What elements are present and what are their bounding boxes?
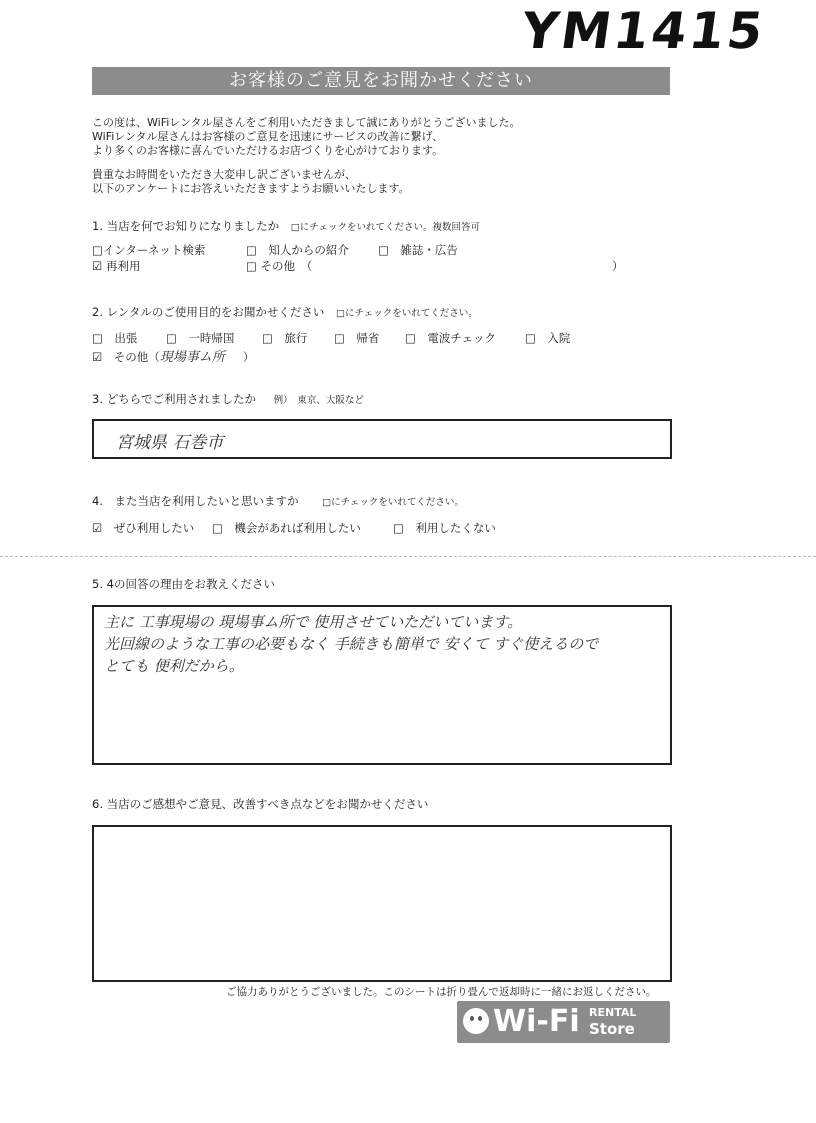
logo-store-text: Store	[589, 1020, 635, 1038]
q4-note: □にチェックをいれてください。	[322, 497, 464, 508]
q2-title	[92, 304, 478, 320]
q2-option-other[interactable]	[92, 346, 254, 365]
q4-option-definitely[interactable]: ☑ ぜひ利用したい	[92, 521, 195, 535]
q3-answer-handwritten: 宮城県 石巻市	[116, 433, 224, 453]
thanks-note: ご協力ありがとうございました。このシートは折り畳んで返却時に一緒にお返しください。	[226, 986, 657, 998]
logo-wordmark: Wi-Fi	[493, 1004, 580, 1039]
q4-option-if-chance[interactable]: □ 機会があれば利用したい	[212, 521, 361, 535]
q4-title	[92, 493, 464, 509]
document-id-stamp: YM1415	[517, 2, 770, 60]
logo-rental-text: RENTAL	[589, 1006, 637, 1019]
q2-option-travel[interactable]: □ 旅行	[262, 331, 308, 345]
q1-option-referral[interactable]: □ 知人からの紹介	[246, 243, 349, 257]
q2-option-hospital[interactable]: □ 入院	[525, 331, 571, 345]
q2-note: □にチェックをいれてください。	[336, 308, 478, 319]
q5-answer-box[interactable]	[92, 605, 672, 765]
q2-other-close-paren: ）	[242, 350, 255, 364]
survey-title-banner: お客様のご意見をお聞かせください	[92, 67, 670, 95]
q3-answer-box[interactable]	[92, 419, 672, 459]
intro-paragraph-1: この度は、WiFiレンタル屋さんをご利用いただきまして誠にありがとうございました。 WiFiレンタル屋さんはお客様のご意見を迅速にサービスの改善に繋げ、 より多くのお客様に喜んでいただけるお店づくりを心がけております。	[92, 116, 521, 157]
q1-question: 1. 当店を何でお知りになりましたか	[92, 219, 280, 233]
q3-example: 例） 東京、大阪など	[273, 395, 364, 406]
q5-answer-line: とても 便利だから。	[104, 657, 244, 675]
q1-option-internet[interactable]: □インターネット検索	[92, 243, 206, 257]
q2-option-homecoming[interactable]: □ 帰省	[334, 331, 380, 345]
q1-other-close-paren: ）	[612, 259, 624, 273]
fold-line	[0, 556, 816, 557]
q3-question: 3. どちらでご利用されましたか	[92, 392, 257, 406]
q4-option-no[interactable]: □ 利用したくない	[393, 521, 496, 535]
q1-option-magazine[interactable]: □ 雑誌・広告	[378, 243, 458, 257]
intro-paragraph-2: 貴重なお時間をいただき大変申し訳ございませんが、 以下のアンケートにお答えいただきますようお願いいたします。	[92, 168, 410, 195]
q2-option-temporary-return[interactable]: □ 一時帰国	[166, 331, 235, 345]
q4-question: 4. また当店を利用したいと思いますか	[92, 494, 299, 508]
q5-answer-line: 光回線のような工事の必要もなく 手続きも簡単で 安くて すぐ使えるので	[104, 635, 599, 653]
q5-answer-handwritten	[104, 611, 664, 677]
q2-other-label: ☑ その他（	[92, 350, 160, 364]
q2-other-handwritten: 現場事ム所	[159, 350, 225, 365]
q1-note: □にチェックをいれてください。複数回答可	[290, 222, 480, 233]
q3-title	[92, 391, 364, 407]
q2-option-business-trip[interactable]: □ 出張	[92, 331, 138, 345]
q6-answer-box[interactable]	[92, 825, 672, 982]
q1-option-reuse[interactable]: ☑ 再利用	[92, 259, 141, 273]
q6-title: 6. 当店のご感想やご意見、改善すべき点などをお聞かせください	[92, 797, 429, 811]
q2-option-signal-check[interactable]: □ 電波チェック	[405, 331, 497, 345]
q2-question: 2. レンタルのご使用目的をお聞かせください	[92, 305, 325, 319]
mascot-icon	[463, 1008, 489, 1034]
q5-title: 5. 4の回答の理由をお教えください	[92, 577, 275, 591]
intro-text	[92, 116, 692, 206]
q1-option-other[interactable]: □ その他 （	[246, 259, 313, 273]
q1-title	[92, 218, 480, 234]
q5-answer-line: 主に 工事現場の 現場事ム所で 使用させていただいています。	[104, 613, 523, 631]
